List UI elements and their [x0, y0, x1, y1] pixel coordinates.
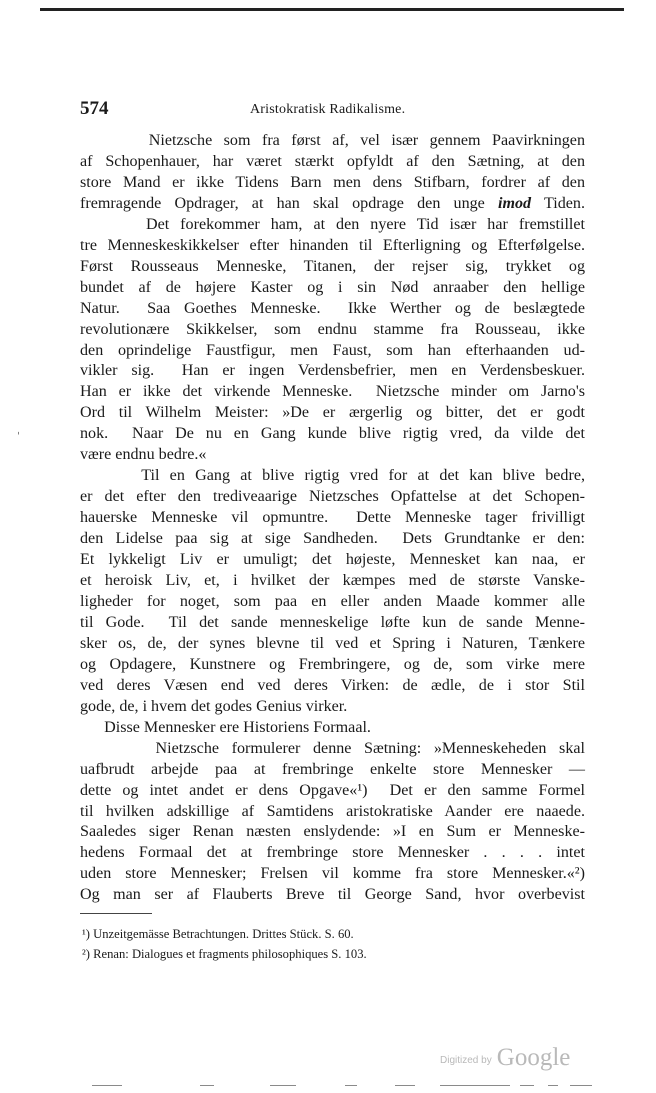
text-line: vikler sig. Han er ingen Verdensbefrier, men en Verdensbeskuer.: [80, 362, 585, 380]
text-line: bundet af de højere Kaster og i sin Nød anraaber den hellige: [80, 278, 585, 296]
bottom-dash: [92, 1085, 122, 1086]
text-line: Disse Mennesker ere Historiens Formaal.: [80, 718, 371, 736]
text-line: Saaledes siger Renan næsten enslydende: »I en Sum er Menneske-: [80, 823, 585, 841]
text-line: Først Rousseaus Menneske, Titanen, der rejser sig, trykket og: [80, 257, 585, 275]
text-line: den oprindelige Faustfigur, men Faust, som han efterhaanden ud-: [80, 341, 585, 359]
top-rule: [40, 8, 624, 11]
bottom-dash: [270, 1085, 296, 1086]
text-line: dette og intet andet er dens Opgave«¹) Det er den samme Formel: [80, 781, 585, 799]
text-line: Og man ser af Flauberts Breve til George Sand, hvor overbevist: [80, 886, 585, 904]
page-header: [80, 98, 616, 122]
text-line: hedens Formaal det at frembringe store Mennesker . . . . intet: [80, 844, 585, 862]
text-line: og Opdagere, Kunstnere og Frembringere, og de, som virke mere: [80, 655, 585, 673]
footnote-2: ²) Renan: Dialogues et fragments philosophiques S. 103.: [82, 947, 367, 961]
text-line: store Mand er ikke Tidens Barn men dens Stifbarn, fordrer af den: [80, 173, 585, 191]
page-number: 574: [80, 98, 109, 119]
bottom-dash: [548, 1085, 558, 1086]
text-line: Nietzsche formulerer denne Sætning: »Menneskeheden skal: [80, 739, 585, 757]
text-line: af Schopenhauer, har været stærkt opfyldt af den Sætning, at den: [80, 152, 585, 170]
text-line: til hvilken adskillige af Samtidens aristokratiske Aander ere naaede.: [80, 802, 585, 820]
footnote-rule: [80, 913, 152, 914]
text-line: revolutionære Skikkelser, som endnu stamme fra Rousseau, ikke: [80, 320, 585, 338]
running-title: Aristokratisk Radikalisme.: [250, 102, 406, 117]
text-line-with-emphasis: [80, 194, 585, 215]
text-line: Ord til Wilhelm Meister: »De er ærgerlig og bitter, det er godt: [80, 404, 585, 422]
text-line: uden store Mennesker; Frelsen vil komme fra store Mennesker.«²): [80, 865, 585, 883]
text-line: Natur. Saa Goethes Menneske. Ikke Werther og de beslægtede: [80, 299, 585, 317]
text-line: Et lykkeligt Liv er umuligt; det højeste, Mennesket kan naa, er: [80, 551, 585, 569]
text-line: sker os, de, der synes blevne til ved et Spring i Naturen, Tænkere: [80, 634, 585, 652]
text-line: være endnu bedre.«: [80, 446, 207, 464]
text-line: Nietzsche som fra først af, vel især gennem Paavirkningen: [80, 132, 585, 149]
watermark-brand: Google: [496, 1044, 571, 1071]
text-line: et heroisk Liv, et, i hvilket der kæmpes med de største Vanske-: [80, 572, 585, 590]
text-line: hauerske Menneske vil opmuntre. Dette Menneske tager frivilligt: [80, 509, 585, 527]
text-line: Han er ikke det virkende Menneske. Nietzsche minder om Jarno's: [80, 383, 585, 401]
bottom-dash: [570, 1085, 592, 1086]
text-line: den Lidelse paa sig at sige Sandheden. Dets Grundtanke er den:: [80, 530, 585, 548]
body-text: [80, 131, 585, 906]
text-line: tre Menneskeskikkelser efter hinanden til Efterligning og Efterfølgelse.: [80, 236, 585, 254]
text-line: ved deres Væsen end ved deres Virken: de ædle, de i stor Stil: [80, 676, 585, 694]
margin-mark: ˌ: [17, 423, 21, 436]
bottom-dash: [520, 1085, 534, 1086]
text-line: ligheder for noget, som paa en eller anden Maade kommer alle: [80, 592, 585, 610]
watermark-prefix: Digitized by: [440, 1055, 492, 1066]
text-line: gode, de, i hvem det godes Genius virker.: [80, 697, 348, 715]
text-line: Det forekommer ham, at den nyere Tid især har fremstillet: [80, 215, 585, 233]
text-segment: fremragende Opdrager, at han skal opdrage den unge: [80, 194, 485, 212]
text-segment: Tiden.: [531, 194, 585, 212]
bottom-dash: [345, 1085, 357, 1086]
bottom-dash: [200, 1085, 214, 1086]
text-line: nok. Naar De nu en Gang kunde blive rigtig vred, da vilde det: [80, 425, 585, 443]
text-line: til Gode. Til det sande menneskelige løfte kun de sande Menne-: [80, 613, 585, 631]
bottom-dash: [395, 1085, 415, 1086]
text-line: Til en Gang at blive rigtig vred for at det kan blive bedre,: [80, 467, 585, 485]
text-line: uafbrudt arbejde paa at frembringe enkelte store Mennesker —: [80, 760, 585, 778]
footnote-1: ¹) Unzeitgemässe Betrachtungen. Drittes Stück. S. 60.: [82, 927, 354, 941]
bottom-dash: [440, 1085, 510, 1086]
footnotes: [82, 924, 582, 964]
text-line: er det efter den trediveaarige Nietzsches Opfattelse at det Schopen-: [80, 488, 585, 506]
emphasis-word: imod: [498, 194, 532, 212]
digitized-watermark: [440, 1044, 570, 1076]
